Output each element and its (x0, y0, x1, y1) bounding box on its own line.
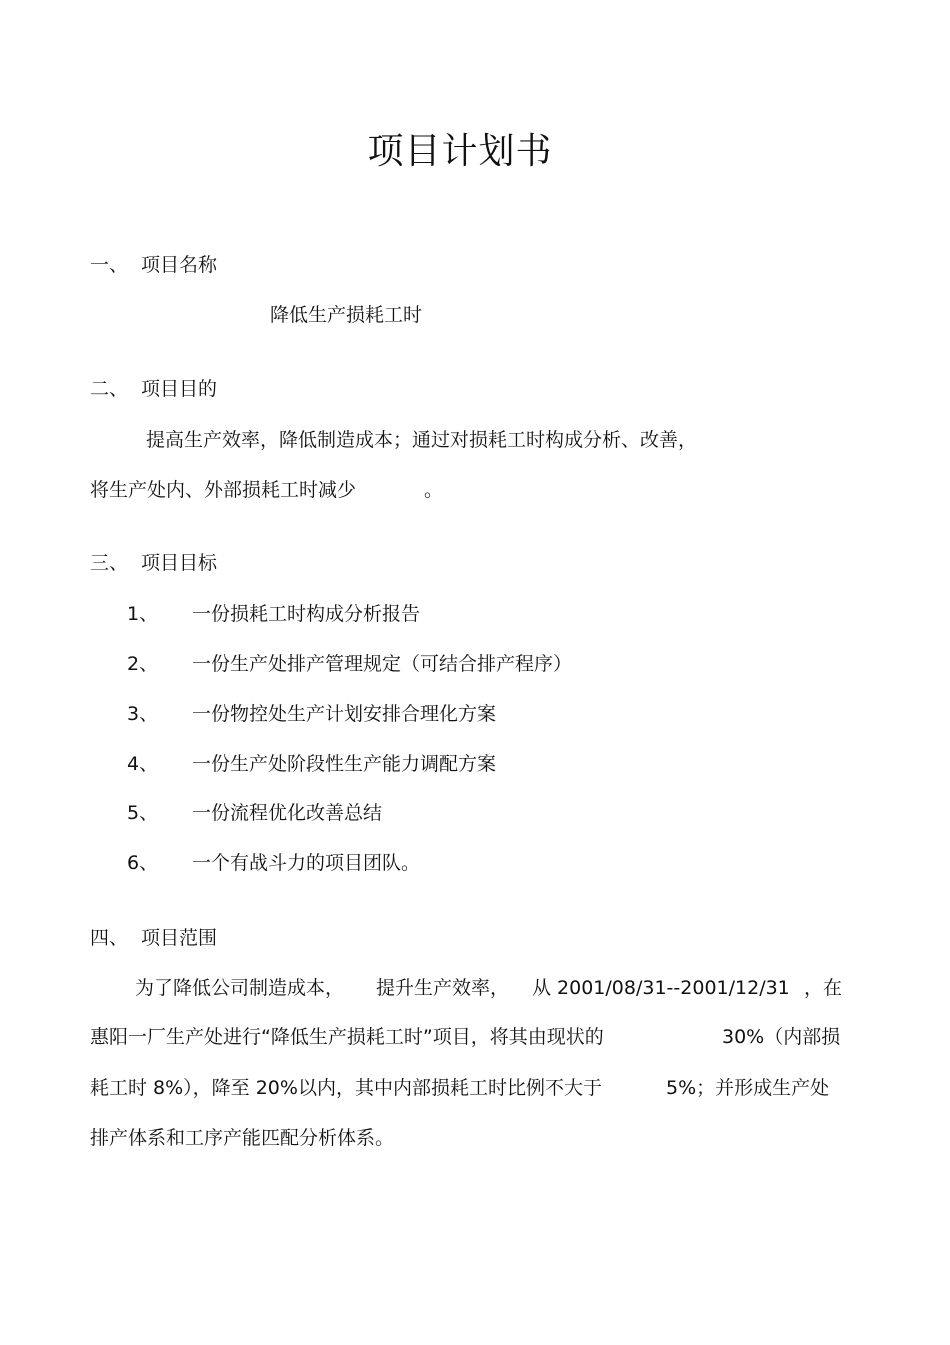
section-4-marker: 四、 (90, 927, 129, 949)
section-3-heading: 项目目标 (141, 552, 218, 574)
section-4-heading: 项目范围 (141, 927, 218, 949)
section-1-marker: 一、 (90, 254, 129, 276)
scope-line-1c: 从 2001/08/31--2001/12/31 (532, 977, 790, 999)
goal-item-text: 一份流程优化改善总结 (192, 802, 383, 824)
goal-item-text: 一份生产处阶段性生产能力调配方案 (192, 753, 497, 775)
purpose-line-2: 将生产处内、外部损耗工时减少 (90, 479, 357, 501)
scope-line-3a: 耗工时 8%），降至 20%以内，其中内部损耗工时比例不大于 (90, 1077, 602, 1099)
scope-line-1a: 为了降低公司制造成本， (135, 977, 345, 999)
goal-item-text: 一份损耗工时构成分析报告 (192, 603, 421, 625)
section-2-heading: 项目目的 (141, 378, 218, 400)
purpose-line-2-end: 。 (424, 479, 444, 501)
project-name-text: 降低生产损耗工时 (270, 304, 423, 326)
goal-item-text: 一个有战斗力的项目团队。 (192, 852, 421, 874)
goal-item-number: 3、 (127, 703, 159, 725)
scope-line-2b: 30%（内部损 (722, 1026, 841, 1048)
goal-item-text: 一份物控处生产计划安排合理化方案 (192, 703, 497, 725)
goal-item-number: 4、 (127, 753, 159, 775)
scope-line-2a: 惠阳一厂生产处进行“降低生产损耗工时”项目，将其由现状的 (90, 1026, 604, 1048)
scope-line-1b: 提升生产效率， (376, 977, 510, 999)
section-2-marker: 二、 (90, 378, 129, 400)
scope-line-1d: ，在 (804, 977, 843, 999)
goal-item-number: 1、 (127, 603, 159, 625)
goal-item-number: 2、 (127, 653, 159, 675)
goal-item-text: 一份生产处排产管理规定（可结合排产程序） (192, 653, 573, 675)
purpose-line-1: 提高生产效率，降低制造成本；通过对损耗工时构成分析、改善， (146, 429, 698, 451)
scope-line-4: 排产体系和工序产能匹配分析体系。 (90, 1127, 395, 1149)
section-1-heading: 项目名称 (141, 254, 218, 276)
document-title: 项目计划书 (367, 131, 553, 172)
scope-line-3b: 5%；并形成生产处 (666, 1077, 830, 1099)
goal-item-number: 6、 (127, 852, 159, 874)
section-3-marker: 三、 (90, 552, 129, 574)
goal-item-number: 5、 (127, 802, 159, 824)
